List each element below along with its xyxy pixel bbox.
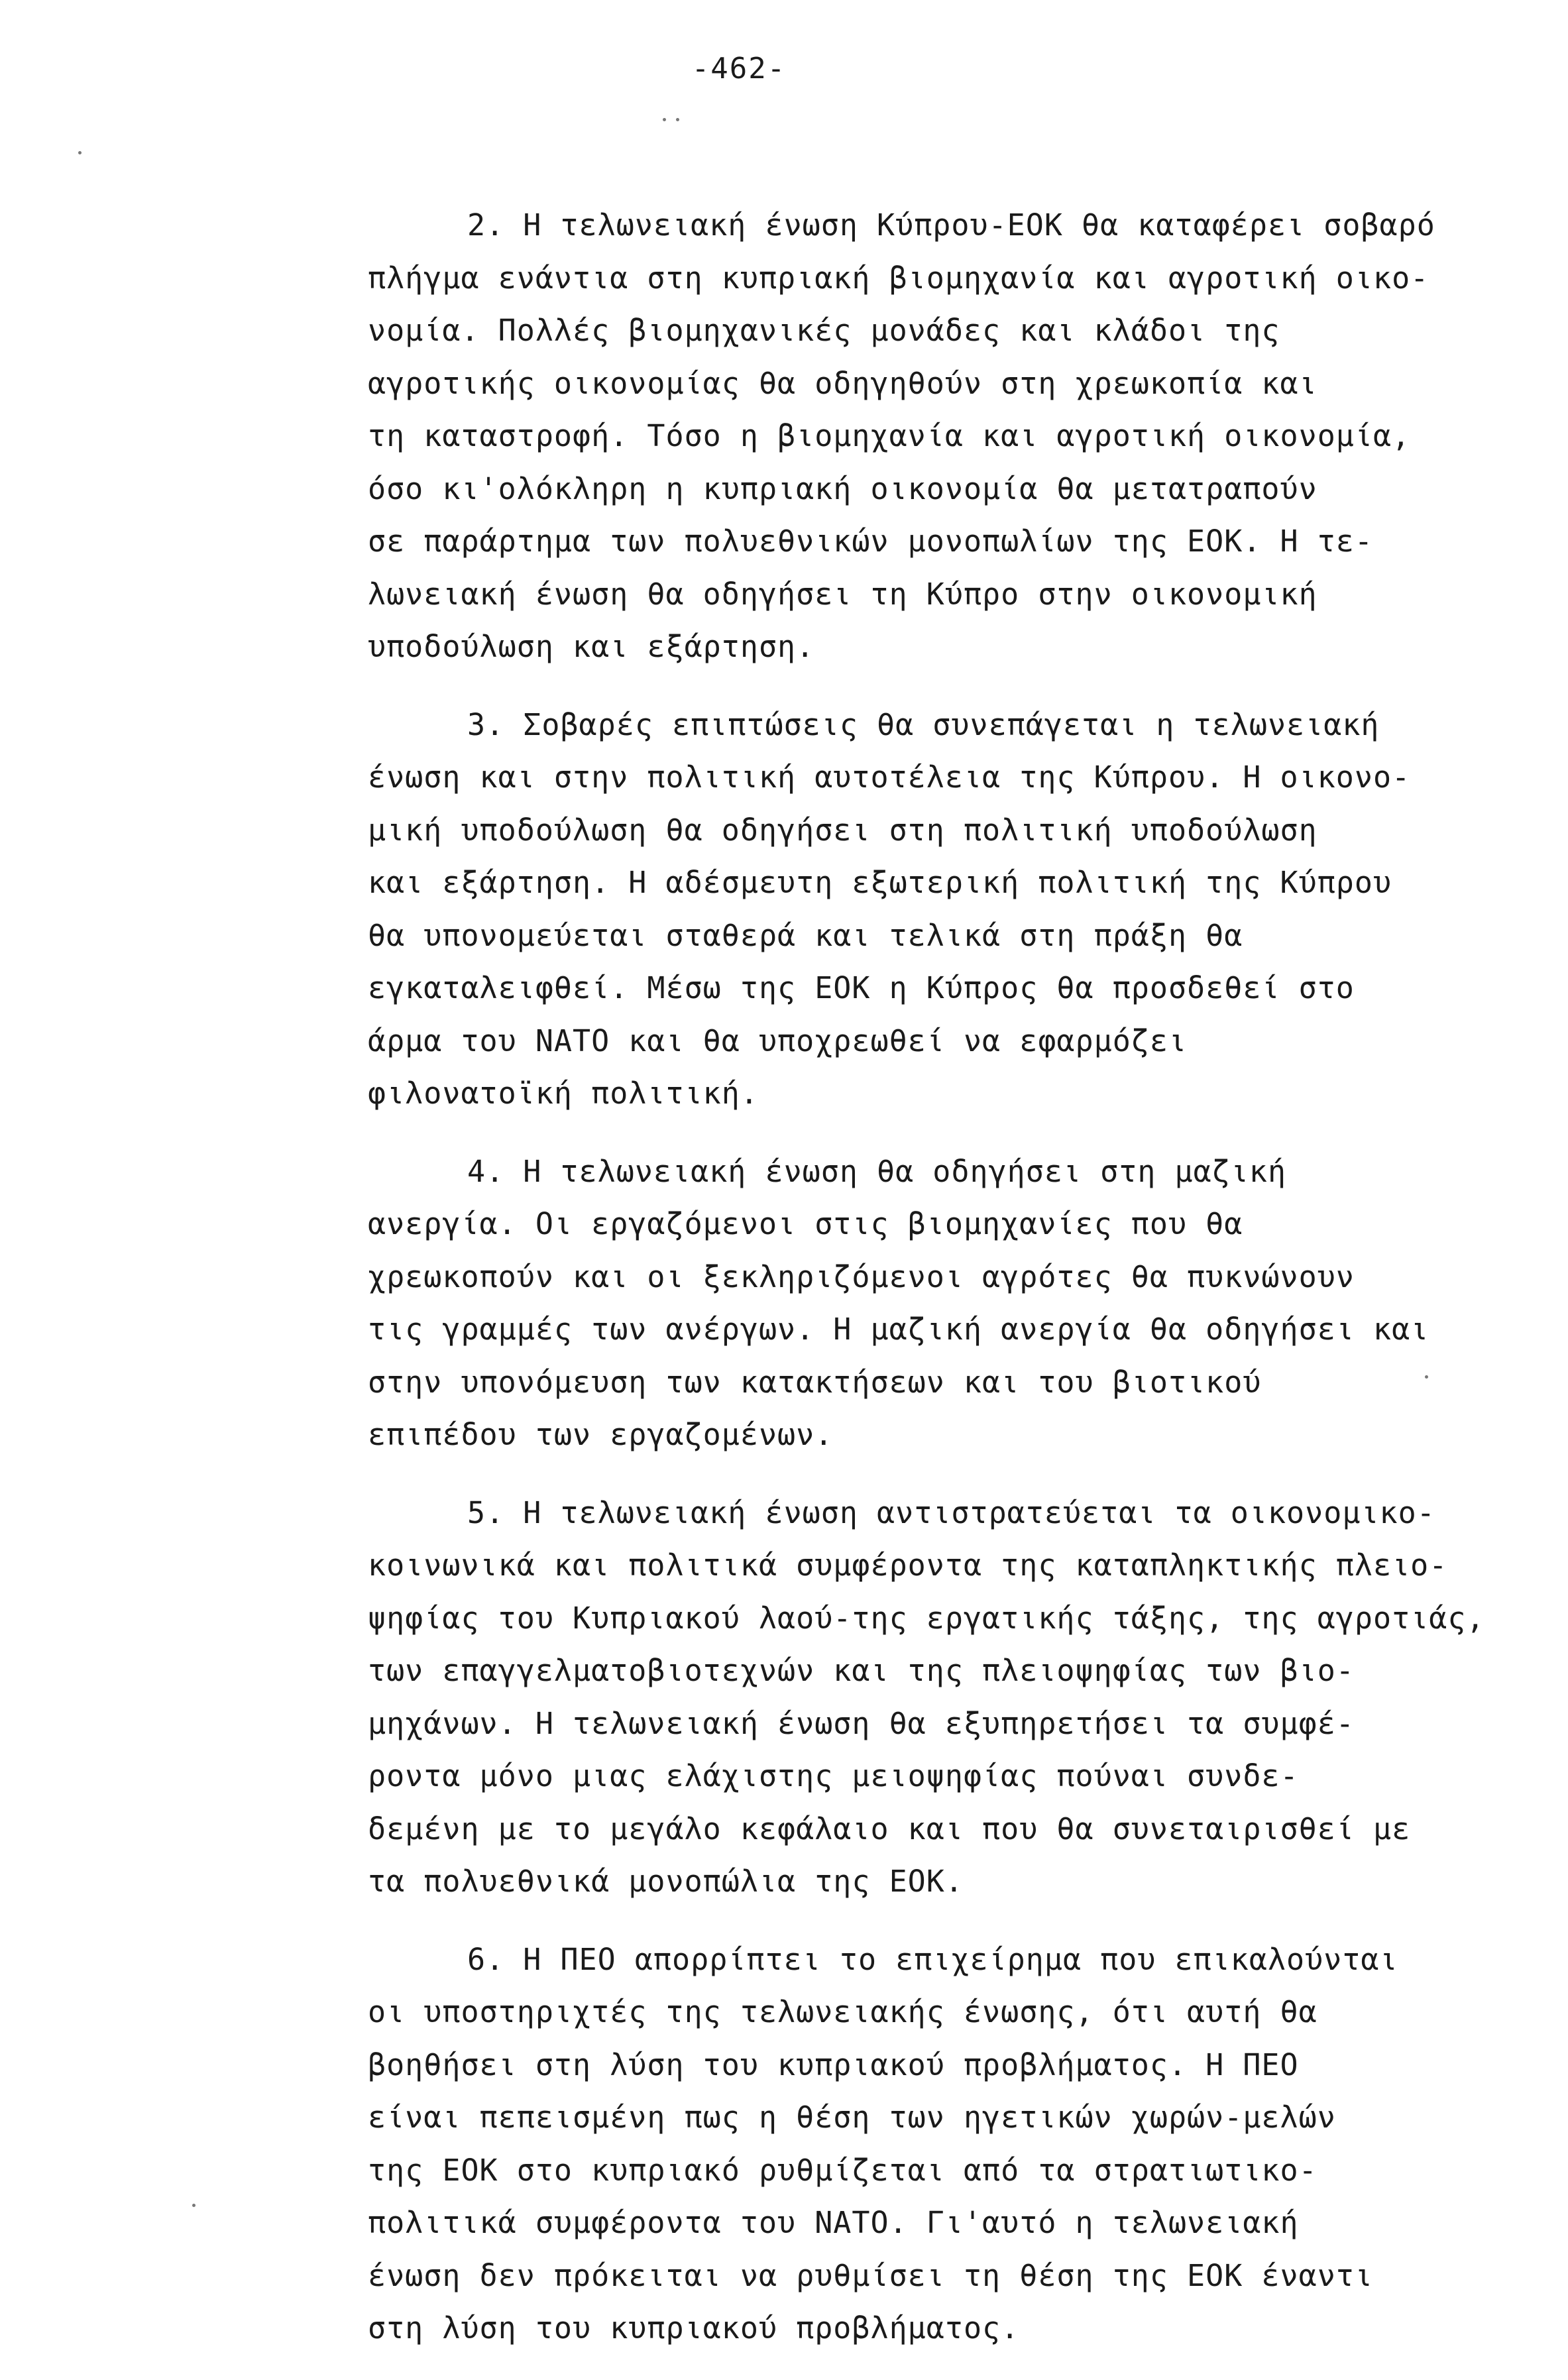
text-line: στην υπονόμευση των κατακτήσεων και του βιοτικού	[368, 1364, 1262, 1400]
text-line: υποδούλωση και εξάρτηση.	[368, 629, 815, 664]
text-line: λωνειακή ένωση θα οδηγήσει τη Κύπρο στην οικονομική	[368, 576, 1317, 612]
text-line: είναι πεπεισμένη πως η θέση των ηγετικών χωρών-μελών	[368, 2100, 1336, 2135]
text-line: πλήγμα ενάντια στη κυπριακή βιομηχανία και αγροτική οικο-	[368, 260, 1429, 296]
text-line: κοινωνικά και πολιτικά συμφέροντα της καταπληκτικής πλειο-	[368, 1548, 1448, 1583]
paragraph-4	[368, 1145, 1521, 1461]
text-line: ανεργία. Οι εργαζόμενοι στις βιομηχανίες που θα	[368, 1206, 1243, 1241]
text-line: ένωση και στην πολιτική αυτοτέλεια της Κύπρου. Η οικονο-	[368, 760, 1411, 795]
text-line: όσο κι'ολόκληρη η κυπριακή οικονομία θα μετατραπούν	[368, 471, 1317, 506]
scan-speck	[663, 118, 666, 121]
paragraph-5	[368, 1487, 1521, 1908]
text-line: στη λύση του κυπριακού προβλήματος.	[368, 2310, 1020, 2346]
text-line: οι υποστηριχτές της τελωνειακής ένωσης, ότι αυτή θα	[368, 1994, 1317, 2029]
text-line: χρεωκοπούν και οι ξεκληριζόμενοι αγρότες θα πυκνώνουν	[368, 1259, 1355, 1294]
text-line: πολιτικά συμφέροντα του ΝΑΤΟ. Γι'αυτό η τελωνειακή	[368, 2205, 1299, 2240]
text-line: ροντα μόνο μιας ελάχιστης μειοψηφίας πούναι συνδε-	[368, 1758, 1299, 1793]
text-line: 3. Σοβαρές επιπτώσεις θα συνεπάγεται η τελωνειακή	[467, 707, 1380, 742]
text-line: τις γραμμές των ανέργων. Η μαζική ανεργία θα οδηγήσει και	[368, 1312, 1429, 1347]
paragraph-3	[368, 699, 1521, 1120]
scan-speck	[78, 151, 82, 154]
text-line: και εξάρτηση. Η αδέσμευτη εξωτερική πολιτική της Κύπρου	[368, 865, 1392, 900]
text-line: εγκαταλειφθεί. Μέσω της ΕΟΚ η Κύπρος θα προσδεθεί στο	[368, 970, 1355, 1005]
text-line: 4. Η τελωνειακή ένωση θα οδηγήσει στη μαζική	[467, 1153, 1287, 1189]
text-line: της ΕΟΚ στο κυπριακό ρυθμίζεται από τα στρατιωτικο-	[368, 2152, 1317, 2188]
text-line: τα πολυεθνικά μονοπώλια της ΕΟΚ.	[368, 1864, 964, 1899]
text-line: τη καταστροφή. Τόσο η βιομηχανία και αγροτική οικονομία,	[368, 418, 1411, 453]
document-body	[368, 199, 1521, 2380]
text-line: ψηφίας του Κυπριακού λαού-της εργατικής τάξης, της αγροτιάς,	[368, 1600, 1485, 1636]
text-line: βοηθήσει στη λύση του κυπριακού προβλήματος. Η ΠΕΟ	[368, 2047, 1299, 2082]
text-line: μηχάνων. Η τελωνειακή ένωση θα εξυπηρετήσει τα συμφέ-	[368, 1705, 1355, 1741]
text-line: δεμένη με το μεγάλο κεφάλαιο και που θα συνεταιρισθεί με	[368, 1811, 1411, 1846]
text-line: ένωση δεν πρόκειται να ρυθμίσει τη θέση της ΕΟΚ έναντι	[368, 2257, 1373, 2293]
scan-speck	[676, 118, 679, 121]
page-number: -462-	[691, 52, 787, 85]
text-line: 2. Η τελωνειακή ένωση Κύπρου-ΕΟΚ θα καταφέρει σοβαρό	[467, 207, 1435, 243]
text-line: των επαγγελματοβιοτεχνών και της πλειοψηφίας των βιο-	[368, 1653, 1355, 1688]
text-line: νομία. Πολλές βιομηχανικές μονάδες και κλάδοι της	[368, 313, 1280, 348]
text-line: αγροτικής οικονομίας θα οδηγηθούν στη χρεωκοπία και	[368, 365, 1317, 401]
text-line: σε παράρτημα των πολυεθνικών μονοπωλίων της ΕΟΚ. Η τε-	[368, 524, 1373, 559]
paragraph-2	[368, 199, 1521, 673]
scan-speck	[1425, 1375, 1428, 1379]
text-line: άρμα του ΝΑΤΟ και θα υποχρεωθεί να εφαρμόζει	[368, 1023, 1188, 1058]
text-line: επιπέδου των εργαζομένων.	[368, 1417, 834, 1452]
text-line: θα υπονομεύεται σταθερά και τελικά στη πράξη θα	[368, 917, 1243, 953]
paragraph-6	[368, 1933, 1521, 2355]
text-line: φιλονατοϊκή πολιτική.	[368, 1076, 759, 1111]
text-line: 5. Η τελωνειακή ένωση αντιστρατεύεται τα οικονομικο-	[467, 1495, 1435, 1530]
text-line: μική υποδούλωση θα οδηγήσει στη πολιτική υποδούλωση	[368, 812, 1317, 848]
text-line: 6. Η ΠΕΟ απορρίπτει το επιχείρημα που επικαλούνται	[467, 1941, 1398, 1977]
scan-speck	[192, 2204, 196, 2207]
